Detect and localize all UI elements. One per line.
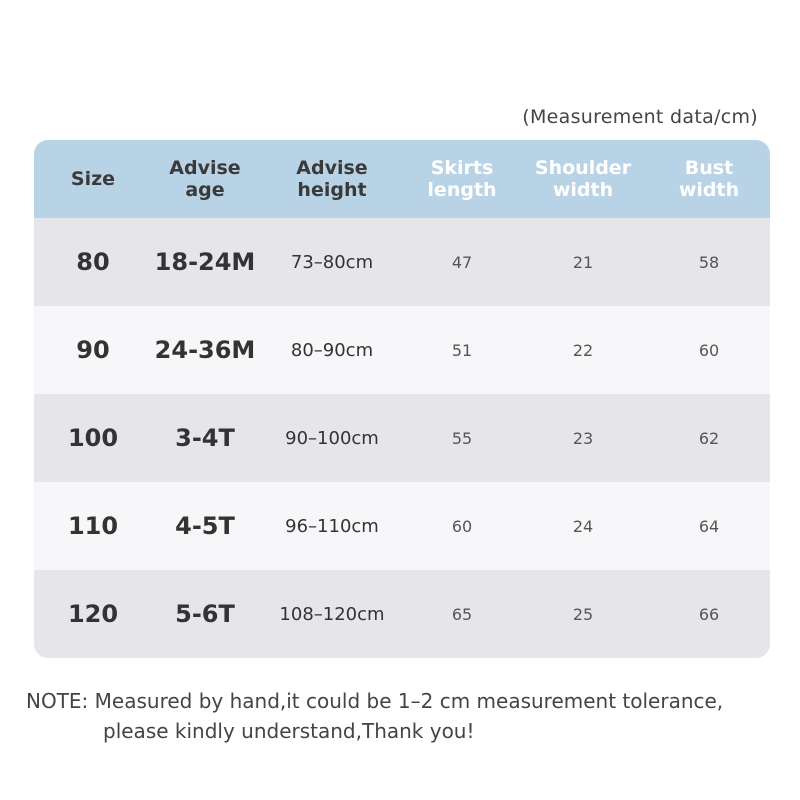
cell-size: 110 xyxy=(67,512,119,540)
cell-age: 18-24M xyxy=(154,248,256,276)
header-skirts-length: Skirts length xyxy=(427,157,497,201)
table-row xyxy=(34,306,770,394)
measurement-unit-label: (Measurement data/cm) xyxy=(522,106,758,128)
cell-skirt-length: 55 xyxy=(451,428,473,448)
cell-height: 96–110cm xyxy=(285,515,379,537)
cell-skirt-length: 51 xyxy=(451,340,473,360)
cell-size: 90 xyxy=(76,336,110,364)
cell-age: 3-4T xyxy=(175,424,235,452)
cell-height: 73–80cm xyxy=(290,251,374,273)
cell-height: 80–90cm xyxy=(290,339,374,361)
cell-size: 80 xyxy=(76,248,110,276)
size-chart-table xyxy=(34,140,770,658)
cell-bust-width: 66 xyxy=(698,604,720,624)
table-header xyxy=(34,140,770,218)
cell-skirt-length: 65 xyxy=(451,604,473,624)
table-row xyxy=(34,570,770,658)
cell-bust-width: 60 xyxy=(698,340,720,360)
cell-shoulder-width: 21 xyxy=(572,252,594,272)
table-body xyxy=(34,218,770,658)
cell-size: 120 xyxy=(67,600,119,628)
note-line-2: please kindly understand,Thank you! xyxy=(103,719,475,743)
cell-height: 108–120cm xyxy=(279,603,385,625)
cell-bust-width: 62 xyxy=(698,428,720,448)
cell-shoulder-width: 23 xyxy=(572,428,594,448)
header-advise-height: Advise height xyxy=(296,157,368,201)
cell-shoulder-width: 25 xyxy=(572,604,594,624)
cell-bust-width: 64 xyxy=(698,516,720,536)
table-row xyxy=(34,218,770,306)
cell-skirt-length: 60 xyxy=(451,516,473,536)
table-row xyxy=(34,482,770,570)
cell-height: 90–100cm xyxy=(285,427,379,449)
header-shoulder-width: Shoulder width xyxy=(534,157,632,201)
cell-skirt-length: 47 xyxy=(451,252,473,272)
cell-bust-width: 58 xyxy=(698,252,720,272)
header-advise-age: Advise age xyxy=(169,157,241,201)
cell-age: 24-36M xyxy=(154,336,256,364)
cell-shoulder-width: 24 xyxy=(572,516,594,536)
table-row xyxy=(34,394,770,482)
header-bust-width: Bust width xyxy=(678,157,740,201)
note-line-1: NOTE: Measured by hand,it could be 1–2 cm measurement tolerance, xyxy=(26,689,724,713)
cell-size: 100 xyxy=(67,424,119,452)
note xyxy=(26,686,786,746)
cell-shoulder-width: 22 xyxy=(572,340,594,360)
cell-age: 4-5T xyxy=(175,512,235,540)
header-size: Size xyxy=(70,168,116,190)
cell-age: 5-6T xyxy=(175,600,235,628)
